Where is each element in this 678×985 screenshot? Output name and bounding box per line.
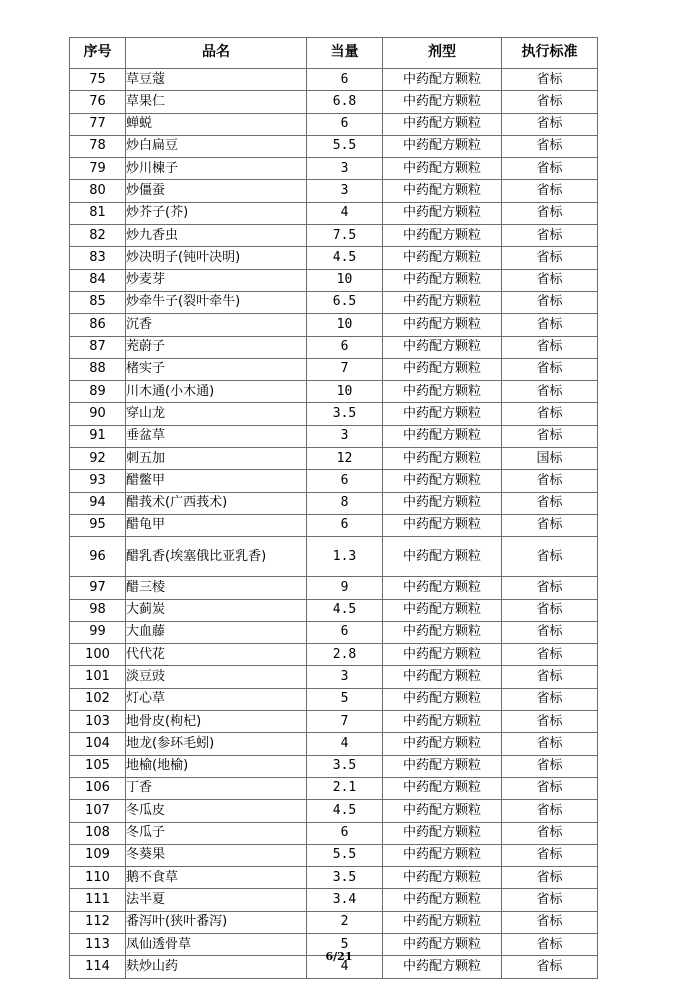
row-index: 111 (70, 889, 126, 911)
row-equivalent: 6 (307, 69, 383, 91)
row-form: 中药配方颗粒 (383, 577, 502, 599)
row-index: 81 (70, 202, 126, 224)
row-index: 76 (70, 91, 126, 113)
row-equivalent: 3.5 (307, 867, 383, 889)
table-row (70, 844, 598, 866)
row-index: 100 (70, 644, 126, 666)
table-row (70, 755, 598, 777)
row-equivalent: 10 (307, 269, 383, 291)
row-index: 97 (70, 577, 126, 599)
row-name: 刺五加 (126, 448, 307, 470)
row-standard: 省标 (502, 889, 598, 911)
table-row (70, 867, 598, 889)
row-name: 炒芥子(芥) (126, 202, 307, 224)
row-standard: 省标 (502, 291, 598, 313)
row-standard: 省标 (502, 69, 598, 91)
row-standard: 省标 (502, 225, 598, 247)
row-index: 79 (70, 158, 126, 180)
row-index: 98 (70, 599, 126, 621)
table-row (70, 621, 598, 643)
row-index: 78 (70, 135, 126, 157)
row-form: 中药配方颗粒 (383, 956, 502, 978)
row-equivalent: 12 (307, 448, 383, 470)
table-row (70, 889, 598, 911)
row-standard: 省标 (502, 867, 598, 889)
row-name: 代代花 (126, 644, 307, 666)
row-index: 89 (70, 381, 126, 403)
row-form: 中药配方颗粒 (383, 291, 502, 313)
row-index: 106 (70, 777, 126, 799)
row-name: 鹅不食草 (126, 867, 307, 889)
row-name: 醋莪术(广西莪术) (126, 492, 307, 514)
row-index: 101 (70, 666, 126, 688)
row-name: 地骨皮(枸杞) (126, 711, 307, 733)
row-equivalent: 4.5 (307, 599, 383, 621)
row-index: 109 (70, 844, 126, 866)
row-form: 中药配方颗粒 (383, 158, 502, 180)
table-row (70, 91, 598, 113)
row-standard: 省标 (502, 403, 598, 425)
row-standard: 省标 (502, 514, 598, 536)
products-table (69, 37, 598, 979)
row-name: 沉香 (126, 314, 307, 336)
row-name: 冬瓜子 (126, 822, 307, 844)
row-index: 85 (70, 291, 126, 313)
row-name: 凤仙透骨草 (126, 933, 307, 955)
row-standard: 省标 (502, 933, 598, 955)
row-form: 中药配方颗粒 (383, 180, 502, 202)
row-equivalent: 6 (307, 822, 383, 844)
row-index: 84 (70, 269, 126, 291)
row-index: 87 (70, 336, 126, 358)
table-row (70, 291, 598, 313)
row-form: 中药配方颗粒 (383, 202, 502, 224)
row-standard: 省标 (502, 688, 598, 710)
row-equivalent: 6.5 (307, 291, 383, 313)
row-equivalent: 4 (307, 202, 383, 224)
row-name: 炒僵蚕 (126, 180, 307, 202)
row-form: 中药配方颗粒 (383, 889, 502, 911)
row-standard: 省标 (502, 269, 598, 291)
row-name: 炒白扁豆 (126, 135, 307, 157)
table-row (70, 158, 598, 180)
row-name: 川木通(小木通) (126, 381, 307, 403)
table-row (70, 577, 598, 599)
row-form: 中药配方颗粒 (383, 688, 502, 710)
row-standard: 省标 (502, 91, 598, 113)
row-form: 中药配方颗粒 (383, 867, 502, 889)
row-index: 94 (70, 492, 126, 514)
row-standard: 省标 (502, 113, 598, 135)
table-row (70, 777, 598, 799)
row-name: 醋龟甲 (126, 514, 307, 536)
row-name: 炒牵牛子(裂叶牵牛) (126, 291, 307, 313)
row-index: 103 (70, 711, 126, 733)
row-form: 中药配方颗粒 (383, 358, 502, 380)
table-row (70, 358, 598, 380)
row-index: 83 (70, 247, 126, 269)
row-form: 中药配方颗粒 (383, 492, 502, 514)
row-name: 冬葵果 (126, 844, 307, 866)
table-row (70, 69, 598, 91)
table-row (70, 711, 598, 733)
row-equivalent: 1.3 (307, 537, 383, 577)
row-equivalent: 2.1 (307, 777, 383, 799)
header-index: 序号 (70, 38, 126, 69)
row-standard: 省标 (502, 247, 598, 269)
row-equivalent: 6 (307, 470, 383, 492)
table-row (70, 247, 598, 269)
row-standard: 省标 (502, 314, 598, 336)
row-index: 80 (70, 180, 126, 202)
row-form: 中药配方颗粒 (383, 777, 502, 799)
row-equivalent: 6 (307, 621, 383, 643)
row-equivalent: 3 (307, 158, 383, 180)
row-standard: 省标 (502, 911, 598, 933)
row-standard: 省标 (502, 537, 598, 577)
table-row (70, 425, 598, 447)
row-equivalent: 5 (307, 933, 383, 955)
row-form: 中药配方颗粒 (383, 733, 502, 755)
row-equivalent: 3.5 (307, 403, 383, 425)
row-name: 地榆(地榆) (126, 755, 307, 777)
row-standard: 省标 (502, 358, 598, 380)
row-name: 炒九香虫 (126, 225, 307, 247)
table-row (70, 202, 598, 224)
row-standard: 省标 (502, 492, 598, 514)
row-standard: 省标 (502, 755, 598, 777)
row-standard: 省标 (502, 644, 598, 666)
row-equivalent: 3 (307, 180, 383, 202)
row-name: 冬瓜皮 (126, 800, 307, 822)
table-row (70, 314, 598, 336)
table-row (70, 822, 598, 844)
row-index: 96 (70, 537, 126, 577)
row-form: 中药配方颗粒 (383, 448, 502, 470)
row-standard: 省标 (502, 777, 598, 799)
row-index: 110 (70, 867, 126, 889)
row-form: 中药配方颗粒 (383, 822, 502, 844)
table-row (70, 800, 598, 822)
row-name: 炒决明子(钝叶决明) (126, 247, 307, 269)
table-row (70, 644, 598, 666)
row-standard: 省标 (502, 470, 598, 492)
row-form: 中药配方颗粒 (383, 247, 502, 269)
row-form: 中药配方颗粒 (383, 314, 502, 336)
row-equivalent: 6 (307, 113, 383, 135)
row-equivalent: 10 (307, 314, 383, 336)
row-form: 中药配方颗粒 (383, 621, 502, 643)
row-name: 蝉蜕 (126, 113, 307, 135)
row-equivalent: 10 (307, 381, 383, 403)
row-form: 中药配方颗粒 (383, 336, 502, 358)
row-form: 中药配方颗粒 (383, 755, 502, 777)
row-index: 108 (70, 822, 126, 844)
row-standard: 省标 (502, 599, 598, 621)
row-index: 105 (70, 755, 126, 777)
table-row (70, 135, 598, 157)
row-name: 地龙(参环毛蚓) (126, 733, 307, 755)
row-index: 114 (70, 956, 126, 978)
table-row (70, 470, 598, 492)
table-row (70, 537, 598, 577)
table-row (70, 403, 598, 425)
row-form: 中药配方颗粒 (383, 800, 502, 822)
header-equivalent: 当量 (307, 38, 383, 69)
row-standard: 省标 (502, 577, 598, 599)
row-form: 中药配方颗粒 (383, 844, 502, 866)
row-name: 法半夏 (126, 889, 307, 911)
row-equivalent: 4.5 (307, 247, 383, 269)
table-row (70, 381, 598, 403)
row-name: 炒麦芽 (126, 269, 307, 291)
row-standard: 省标 (502, 621, 598, 643)
row-equivalent: 7 (307, 711, 383, 733)
row-name: 草果仁 (126, 91, 307, 113)
row-name: 大血藤 (126, 621, 307, 643)
row-index: 90 (70, 403, 126, 425)
row-equivalent: 3 (307, 425, 383, 447)
row-index: 75 (70, 69, 126, 91)
row-equivalent: 3.5 (307, 755, 383, 777)
row-form: 中药配方颗粒 (383, 911, 502, 933)
row-name: 醋三棱 (126, 577, 307, 599)
table-row (70, 336, 598, 358)
row-standard: 省标 (502, 158, 598, 180)
row-standard: 省标 (502, 822, 598, 844)
row-standard: 省标 (502, 425, 598, 447)
table-row (70, 688, 598, 710)
row-standard: 省标 (502, 202, 598, 224)
row-equivalent: 3 (307, 666, 383, 688)
row-form: 中药配方颗粒 (383, 135, 502, 157)
table-row (70, 113, 598, 135)
row-equivalent: 4.5 (307, 800, 383, 822)
row-index: 86 (70, 314, 126, 336)
row-index: 92 (70, 448, 126, 470)
row-index: 113 (70, 933, 126, 955)
row-form: 中药配方颗粒 (383, 470, 502, 492)
row-equivalent: 5.5 (307, 135, 383, 157)
row-equivalent: 3.4 (307, 889, 383, 911)
row-form: 中药配方颗粒 (383, 711, 502, 733)
table-row (70, 911, 598, 933)
page-number: 6/21 (325, 950, 353, 963)
row-equivalent: 5.5 (307, 844, 383, 866)
row-name: 醋乳香(埃塞俄比亚乳香) (126, 537, 307, 577)
row-form: 中药配方颗粒 (383, 225, 502, 247)
row-form: 中药配方颗粒 (383, 599, 502, 621)
row-form: 中药配方颗粒 (383, 425, 502, 447)
row-equivalent: 2 (307, 911, 383, 933)
row-index: 77 (70, 113, 126, 135)
row-index: 112 (70, 911, 126, 933)
row-name: 麸炒山药 (126, 956, 307, 978)
row-equivalent: 6 (307, 514, 383, 536)
table-row (70, 269, 598, 291)
row-equivalent: 4 (307, 956, 383, 978)
row-equivalent: 7.5 (307, 225, 383, 247)
row-name: 番泻叶(狭叶番泻) (126, 911, 307, 933)
table-row (70, 225, 598, 247)
row-standard: 省标 (502, 844, 598, 866)
row-name: 丁香 (126, 777, 307, 799)
header-name: 品名 (126, 38, 307, 69)
table-row (70, 180, 598, 202)
row-equivalent: 5 (307, 688, 383, 710)
row-equivalent: 4 (307, 733, 383, 755)
row-standard: 省标 (502, 381, 598, 403)
row-equivalent: 6.8 (307, 91, 383, 113)
row-form: 中药配方颗粒 (383, 381, 502, 403)
row-equivalent: 8 (307, 492, 383, 514)
row-equivalent: 9 (307, 577, 383, 599)
row-index: 95 (70, 514, 126, 536)
row-name: 炒川楝子 (126, 158, 307, 180)
row-standard: 省标 (502, 180, 598, 202)
row-standard: 省标 (502, 800, 598, 822)
row-name: 醋鳖甲 (126, 470, 307, 492)
header-row (70, 38, 598, 69)
header-standard: 执行标准 (502, 38, 598, 69)
row-form: 中药配方颗粒 (383, 933, 502, 955)
row-name: 茺蔚子 (126, 336, 307, 358)
table-row (70, 492, 598, 514)
row-equivalent: 6 (307, 336, 383, 358)
row-equivalent: 7 (307, 358, 383, 380)
table-row (70, 666, 598, 688)
row-name: 楮实子 (126, 358, 307, 380)
row-index: 91 (70, 425, 126, 447)
row-form: 中药配方颗粒 (383, 91, 502, 113)
row-form: 中药配方颗粒 (383, 644, 502, 666)
row-name: 垂盆草 (126, 425, 307, 447)
row-index: 82 (70, 225, 126, 247)
table-row (70, 514, 598, 536)
row-standard: 省标 (502, 733, 598, 755)
row-equivalent: 2.8 (307, 644, 383, 666)
row-form: 中药配方颗粒 (383, 69, 502, 91)
row-standard: 省标 (502, 336, 598, 358)
row-form: 中药配方颗粒 (383, 113, 502, 135)
row-name: 草豆蔻 (126, 69, 307, 91)
row-name: 淡豆豉 (126, 666, 307, 688)
row-index: 88 (70, 358, 126, 380)
row-standard: 省标 (502, 135, 598, 157)
row-form: 中药配方颗粒 (383, 537, 502, 577)
row-name: 灯心草 (126, 688, 307, 710)
table-row (70, 448, 598, 470)
row-standard: 省标 (502, 956, 598, 978)
row-standard: 国标 (502, 448, 598, 470)
header-form: 剂型 (383, 38, 502, 69)
row-index: 99 (70, 621, 126, 643)
row-form: 中药配方颗粒 (383, 666, 502, 688)
row-form: 中药配方颗粒 (383, 403, 502, 425)
row-index: 107 (70, 800, 126, 822)
row-form: 中药配方颗粒 (383, 269, 502, 291)
row-standard: 省标 (502, 666, 598, 688)
row-name: 穿山龙 (126, 403, 307, 425)
table-row (70, 733, 598, 755)
row-index: 102 (70, 688, 126, 710)
row-name: 大蓟炭 (126, 599, 307, 621)
row-index: 104 (70, 733, 126, 755)
row-standard: 省标 (502, 711, 598, 733)
table-row (70, 599, 598, 621)
row-form: 中药配方颗粒 (383, 514, 502, 536)
row-index: 93 (70, 470, 126, 492)
